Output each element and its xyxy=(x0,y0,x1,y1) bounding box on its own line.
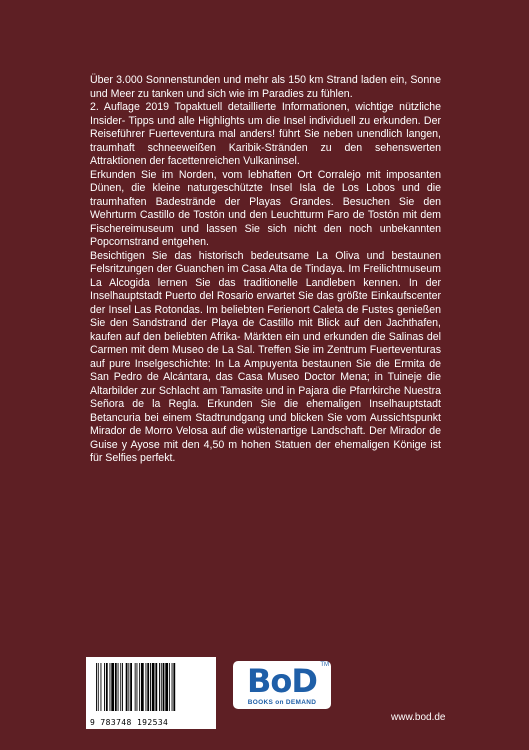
bod-logo-mark: BoD xyxy=(247,662,317,700)
barcode-bar xyxy=(172,663,173,711)
bod-trademark: TM xyxy=(320,662,329,668)
bod-logo xyxy=(233,661,331,709)
barcode-bar xyxy=(173,663,175,711)
publisher-url: www.bod.de xyxy=(391,712,446,723)
barcode-bars xyxy=(94,663,208,713)
barcode-bar xyxy=(163,663,165,711)
barcode-bar xyxy=(155,663,157,711)
blurb-paragraph: Erkunden Sie im Norden, vom lebhaften Ort Corralejo mit imposanten Dünen, die kleine naturgeschützte Insel Isla de Los Lobos und die traumhaften Badestrände der Playas Grandes. Besuchen Sie den Wehrturm Castillo de Tostón und den Leuchtturm Faro de Tostón mit dem Fischereimuseum und lassen Sie sich nicht den noch unbekannten Popcornstrand entgehen. xyxy=(90,168,441,248)
barcode-bar xyxy=(169,663,170,711)
blurb-paragraph: 2. Auflage 2019 Topaktuell detaillierte Informationen, wichtige nützliche Insider- Tipps und alle Highlights um die Insel individuell zu erkunden. Der Reiseführer Fuerteventura mal anders! führt Sie neben unendlich langen, traumhaft schneeweißen Karibik-Stränden zu den sehenswerten Attraktionen der facettenreichen Vulkaninsel. xyxy=(90,101,441,167)
back-cover-blurb xyxy=(90,74,441,466)
barcode-bar xyxy=(137,663,138,711)
blurb-paragraph: Besichtigen Sie das historisch bedeutsame La Oliva und bestaunen Felsritzungen der Guanchen im Casa Alta de Tindaya. Im Freilichtmuseum La Alcogida lernen Sie das traditionelle Landleben kennen. In der Inselhauptstadt Puerto del Rosario erwartet Sie das größte Einkaufscenter der Insel Las Rotondas. Im beliebten Ferienort Caleta de Fustes genießen Sie den Sandstrand der Playa de Castillo mit Blick auf den Jachthafen, kaufen auf den beliebten Afrika- Märkten ein und erkunden die Salinas del Carmen mit dem Museo de La Sal. Treffen Sie im Zentrum Fuerteventuras auf pure Inselgeschichte: In La Ampuyenta bestaunen Sie die Ermita de San Pedro de Alcántara, das Casa Museo Doctor Mena; in Tuineje die Altarbilder zur Schlacht am Tamasite und in Pajara die Pfarrkirche Nuestra Señora de la Regla. Erkunden Sie die ehemaligen Inselhauptstadt Betancuria bei einem Stadtrundgang und blicken Sie vom Aussichtspunkt Mirador de Morro Velosa auf die wüstenartige Landschaft. Der Mirador de Guise y Ayose mit den 4,50 m hohen Statuen der ehemaligen Könige ist für Selfies perfekt. xyxy=(90,249,441,464)
barcode-bar xyxy=(115,663,117,711)
barcode-number: 9 783748 192534 xyxy=(90,718,169,727)
barcode-bar xyxy=(141,663,144,711)
barcode-bar xyxy=(161,663,162,711)
barcode-bar xyxy=(118,663,119,711)
barcode-bar xyxy=(98,663,99,711)
barcode-bar xyxy=(146,663,147,711)
isbn-barcode xyxy=(86,657,216,729)
blurb-paragraph: Über 3.000 Sonnenstunden und mehr als 150 km Strand laden ein, Sonne und Meer zu tanken und sich wie im Paradies zu fühlen. xyxy=(90,74,441,100)
barcode-bar xyxy=(165,663,168,711)
barcode-bar xyxy=(130,663,132,711)
barcode-bar xyxy=(96,663,97,711)
barcode-bar xyxy=(111,663,114,711)
bod-tagline: BOOKS on DEMAND xyxy=(247,699,317,706)
barcode-bar xyxy=(128,663,129,711)
barcode-bar xyxy=(101,663,102,711)
barcode-bar xyxy=(152,663,155,711)
barcode-bar xyxy=(139,663,140,711)
barcode-bar xyxy=(106,663,108,711)
barcode-bar xyxy=(150,663,151,711)
barcode-bar xyxy=(147,663,149,711)
barcode-bar xyxy=(104,663,105,711)
barcode-bar xyxy=(122,663,123,711)
barcode-bar xyxy=(159,663,160,711)
barcode-bar xyxy=(120,663,121,711)
barcode-bar xyxy=(126,663,128,711)
barcode-bar xyxy=(110,663,111,711)
barcode-bar xyxy=(135,663,136,711)
